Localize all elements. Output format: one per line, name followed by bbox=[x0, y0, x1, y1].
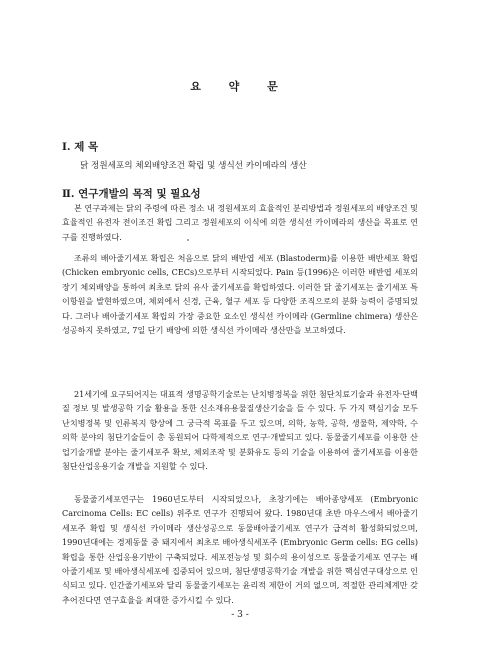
paragraph-4: 동물줄기세포연구는 1960년도부터 시작되었으나, 초창기에는 배아종양세포 (Embryonic Carcinoma Cells: EC cells) 위주로 연구가 진행되어 왔다. 1980년대 초반 마우스에서 배아줄기세포주 확립 및 생식선 카이메라 생산성공으로 동물배아줄기세포 연구가 급격히 활성화되었으며, 1990년대에는 경제동물 중 돼지에서 최초로 배아생식세포주 (Embryonic Germ cells: EG cells) 확립을 통한 산업응용기반이 구축되었다. 세포전능성 및 회수의 용이성으로 동물줄기세포 연구는 배아줄기세포 및 배아생식세포에 집중되어 있으며, 첨단생명공학기술 개발을 위한 핵심연구대상으로 인식되고 있다. 인간줄기세포와 달리 동물줄기세포는 윤리적 제한이 거의 없으며, 적절한 관리체계만 갖추어진다면 연구효율을 최대한 증가시킬 수 있다. bbox=[62, 494, 418, 605]
paragraph-3: 21세기에 요구되어지는 대표적 생명공학기술로는 난치병정복을 위한 첨단치료기술과 유전자·단백질 정보 및 발생공학 기술 활용을 통한 신소재유용물질생산기술을 들 수 있다. 두 가지 핵심기술 모두 난치병정복 및 인류복지 향상에 그 궁극적 목표를 두고 있으며, 의학, 농학, 공학, 생물학, 제약학, 수의학 분야의 첨단기술들이 총 동원되어 다학제적으로 연구·개발되고 있다. 동물줄기세포를 이용한 산업기술개발 분야는 줄기세포주 확보, 체외조작 및 분화유도 등의 기술을 이용하여 줄기세포를 이용한 첨단산업응용기술 개발을 지원할 수 있다. bbox=[62, 389, 418, 472]
project-subject: 닭 정원세포의 체외배양조건 확립 및 생식선 카이메라의 생산 bbox=[80, 161, 307, 171]
section-2-heading: Ⅱ. 연구개발의 목적 및 필요성 bbox=[62, 188, 201, 200]
stray-dot bbox=[187, 239, 189, 241]
section-1-heading: Ⅰ. 제 목 bbox=[62, 141, 99, 153]
page-number: - 3 - bbox=[231, 610, 249, 620]
paragraph-1: 본 연구과제는 닭의 주령에 따른 정소 내 정원세포의 효율적인 분리방법과 정원세포의 배양조건 및 효율적인 유전자 전이조건 확립 그리고 정원세포의 이식에 의한 생식선 카이메라의 생산을 목표로 연구를 진행하였다. bbox=[62, 203, 418, 242]
page-title: 요 약 문 bbox=[190, 80, 290, 93]
paragraph-2: 조류의 배아줄기세포 확립은 처음으로 닭의 배반엽 세포 (Blastoderm)를 이용한 배반세포 확립 (Chicken embryonic cells, CECs)으로부터 시작되었다. Pain 등(1996)은 이러한 배반엽 세포의 장기 체외배양을 통하여 최초로 닭의 유사 줄기세포를 확립하였다. 이러한 닭 줄기세포는 줄기세포 특이항원을 발현하였으며, 체외에서 신경, 근육, 혈구 세포 등 다양한 조직으로의 분화 능력이 증명되었다. 그러나 배아줄기세포 확립의 가장 중요한 요소인 생식선 카이메라 (Germline chimera) 생산은 성공하지 못하였고, 7일 단기 배양에 의한 생식선 카이메라 생산만을 보고하였다. bbox=[62, 253, 418, 336]
